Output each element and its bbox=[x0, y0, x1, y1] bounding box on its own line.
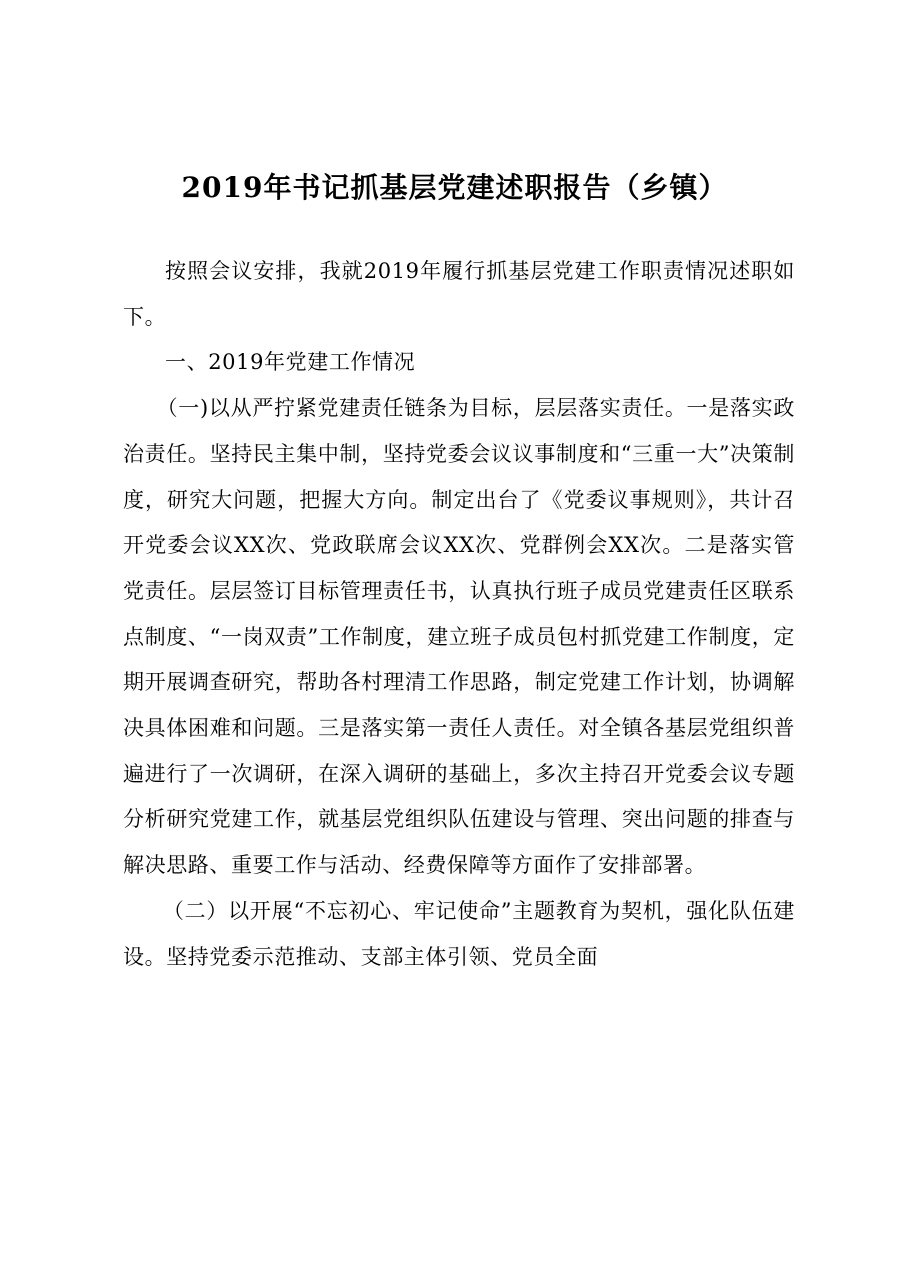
document-title: 2019年书记抓基层党建述职报告（乡镇） bbox=[181, 171, 728, 204]
section-heading: 一、2019年党建工作情况 bbox=[165, 350, 416, 375]
paragraph-intro: 按照会议安排，我就2019年履行抓基层党建工作职责情况述职如下。 bbox=[123, 259, 795, 329]
document-body bbox=[123, 249, 795, 980]
paragraph-section-1: （一)以从严拧紧党建责任链条为目标，层层落实责任。一是落实政治责任。坚持民主集中制，坚持党委会议议事制度和“三重一大”决策制度，研究大问题，把握大方向。制定出台了《党委议事规则》，共计召开党委会议XX次、党政联席会议XX次、党群例会XX次。二是落实管党责任。层层签订目标管理责任书，认真执行班子成员党建责任区联系点制度、“一岗双责”工作制度，建立班子成员包村抓党建工作制度，定期开展调查研究，帮助各村理清工作思路，制定党建工作计划，协调解决具体困难和问题。三是落实第一责任人责任。对全镇各基层党组织普遍进行了一次调研，在深入调研的基础上，多次主持召开党委会议专题分析研究党建工作，就基层党组织队伍建设与管理、突出问题的排查与解决思路、重要工作与活动、经费保障等方面作了安排部署。 bbox=[123, 396, 795, 878]
paragraph-section-2: （二）以开展“不忘初心、牢记使命”主题教育为契机，强化队伍建设。坚持党委示范推动、支部主体引领、党员全面 bbox=[123, 898, 795, 969]
